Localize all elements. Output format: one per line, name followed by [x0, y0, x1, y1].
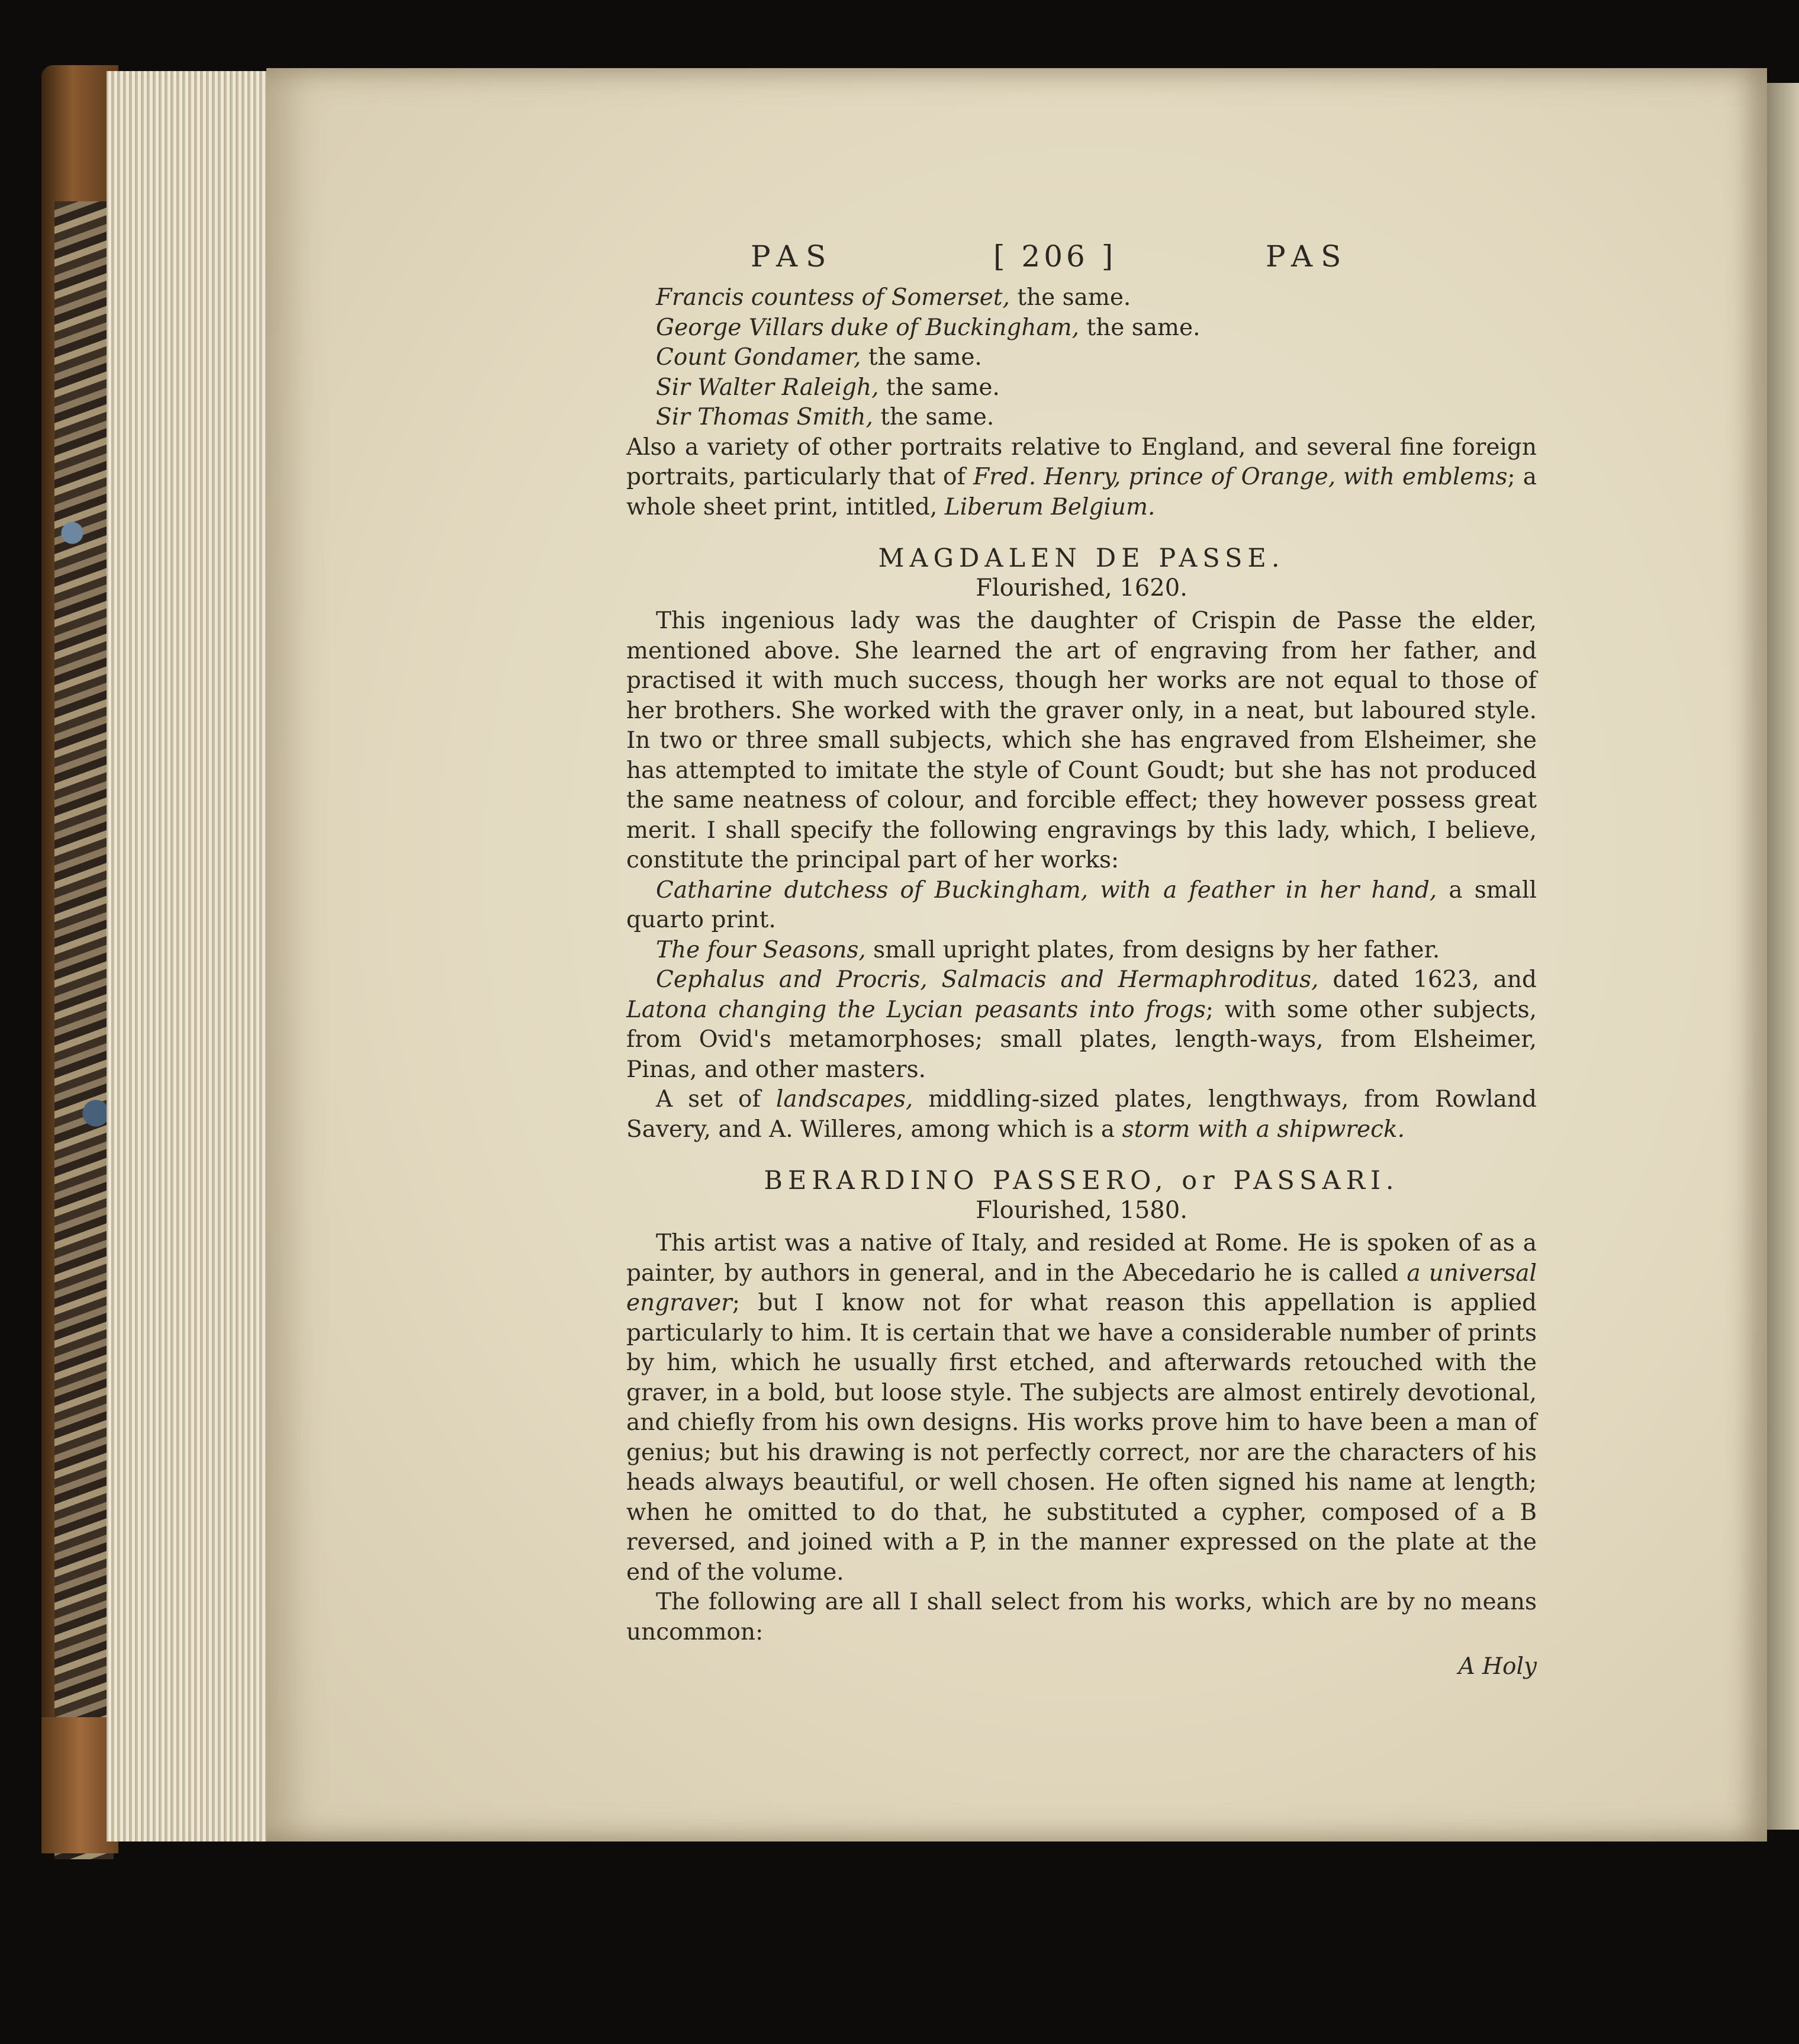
running-head [626, 239, 1537, 283]
portrait-entry: Francis countess of Somerset, the same. [656, 284, 1131, 311]
marbled-endpaper [54, 201, 114, 1859]
portrait-entry: George Villars duke of Buckingham, the same. [656, 314, 1201, 341]
paragraph-closing: The following are all I shall select from his works, which are by no means uncommon: [626, 1589, 1537, 1646]
catchword: A Holy [1458, 1653, 1537, 1680]
section-heading-magdalen: MAGDALEN DE PASSE. [878, 544, 1285, 573]
flourished-date: Flourished, 1580. [976, 1197, 1187, 1224]
paragraph-magdalen-bio: This ingenious lady was the daughter of Crispin de Passe the elder, mentioned above. She learned the art of engraving from her father, and practised it with much success, though her works are not equal to those of her brothers. She worked with the graver only, in a neat, but laboured style. In two or three small subjects, which she has engraved from Elsheimer, she has attempted to imitate the style of Count Goudt; but she has not produced the same neatness of colour, and forcible effect; they however possess great merit. I shall specify the following engravings by this lady, which, I believe, constitute the principal part of her works: [626, 608, 1537, 873]
engraving-entry: The four Seasons, small upright plates, from designs by her father. [656, 936, 1440, 963]
running-head-right: PAS [1266, 239, 1350, 274]
section-heading-berardino: BERARDINO PASSERO, or PASSARI. [764, 1166, 1399, 1195]
page-content [626, 239, 1537, 1682]
portrait-entry: Count Gondamer, the same. [656, 344, 982, 371]
facing-page-edge [1767, 83, 1799, 1830]
portrait-entry: Sir Thomas Smith, the same. [656, 404, 995, 430]
page-edges [107, 71, 272, 1841]
engraving-entry: Cephalus and Procris, Salmacis and Hermaphroditus, dated 1623, and Latona changing the Lycian peasants into frogs; with some other subjects, from Ovid's metamorphoses; small plates, length-ways, from Elsheimer, Pinas, and other masters. [626, 966, 1537, 1083]
paragraph-berardino-bio: This artist was a native of Italy, and resided at Rome. He is spoken of as a painter, by authors in general, and in the Abecedario he is called a universal engraver; but I know not for what reason this appellation is applied particularly to him. It is certain that we have a considerable number of prints by him, which he usually first etched, and afterwards retouched with the graver, in a bold, but loose style. The subjects are almost entirely devotional, and chiefly from his own designs. His works prove him to have been a man of genius; but his drawing is not perfectly correct, nor are the characters of his heads always beautiful, or well chosen. He often signed his name at length; when he omitted to do that, he substituted a cypher, composed of a B reversed, and joined with a P, in the manner expressed on the plate at the end of the volume. [626, 1230, 1537, 1586]
flourished-date: Flourished, 1620. [976, 574, 1187, 602]
page-number: [ 206 ] [993, 239, 1117, 274]
engraving-entry: A set of landscapes, middling-sized plates, lengthways, from Rowland Savery, and A. Willeres, among which is a storm with a shipwreck. [626, 1086, 1537, 1143]
paragraph-other-portraits: Also a variety of other portraits relative to England, and several fine foreign portraits, particularly that of Fred. Henry, prince of Orange, with emblems; a whole sheet print, intitled, Liberum Belgium. [626, 433, 1537, 520]
running-head-left: PAS [751, 239, 835, 274]
portrait-entry: Sir Walter Raleigh, the same. [656, 374, 1000, 401]
engraving-entry: Catharine dutchess of Buckingham, with a feather in her hand, a small quarto print. [626, 876, 1537, 933]
